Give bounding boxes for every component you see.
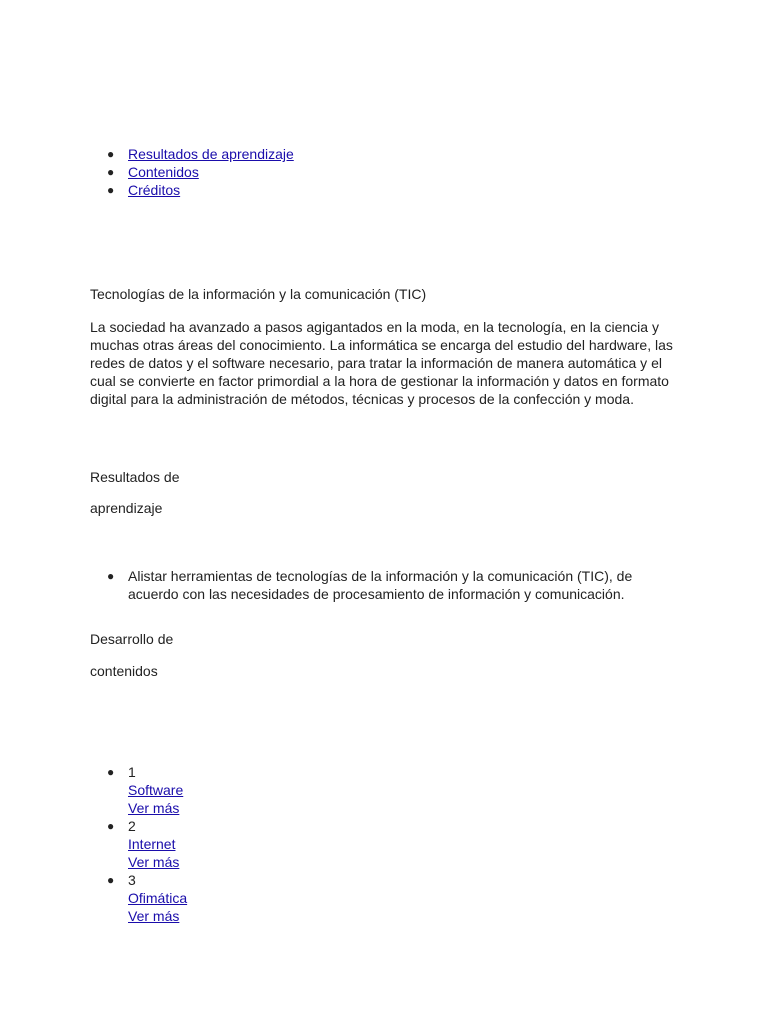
page-title: Tecnologías de la información y la comunicación (TIC) bbox=[90, 286, 427, 302]
contents-item-number: 1 bbox=[128, 764, 136, 780]
bullet-icon: ● bbox=[107, 819, 115, 833]
nav-link-creditos[interactable]: Créditos bbox=[128, 182, 181, 198]
results-item-line: acuerdo con las necesidades de procesamiento de información y comunicación. bbox=[128, 586, 625, 602]
bullet-icon: ● bbox=[107, 765, 115, 779]
contents-item bbox=[107, 871, 188, 925]
contents-heading-line1: Desarrollo de bbox=[90, 631, 174, 647]
intro-line: La sociedad ha avanzado a pasos agigantados en la moda, en la tecnología, en la ciencia y bbox=[90, 319, 659, 335]
contents-item-title-link[interactable]: Software bbox=[128, 782, 184, 798]
results-heading-line2: aprendizaje bbox=[90, 500, 163, 516]
intro-line: digital para la administración de métodos, técnicas y procesos de la confección y moda. bbox=[90, 391, 634, 407]
nav-link-contenidos[interactable]: Contenidos bbox=[128, 164, 199, 180]
results-item-line: Alistar herramientas de tecnologías de la información y la comunicación (TIC), de bbox=[128, 568, 633, 584]
bullet-icon: ● bbox=[107, 147, 115, 161]
contents-list bbox=[107, 763, 188, 925]
nav-item-creditos bbox=[107, 181, 294, 199]
nav-link-resultados[interactable]: Resultados de aprendizaje bbox=[128, 146, 294, 162]
intro-line: muchas otras áreas del conocimiento. La informática se encarga del estudio del hardware, las bbox=[90, 337, 673, 353]
ver-mas-link[interactable]: Ver más bbox=[128, 908, 180, 924]
nav-item-resultados bbox=[107, 145, 294, 163]
ver-mas-link[interactable]: Ver más bbox=[128, 854, 180, 870]
results-list bbox=[107, 567, 633, 603]
contents-item-number: 2 bbox=[128, 818, 136, 834]
ver-mas-link[interactable]: Ver más bbox=[128, 800, 180, 816]
contents-item-number: 3 bbox=[128, 872, 136, 888]
top-nav-list bbox=[107, 145, 294, 199]
intro-line: cual se convierte en factor primordial a la hora de gestionar la información y datos en formato bbox=[90, 373, 669, 389]
intro-paragraph bbox=[90, 318, 690, 408]
nav-item-contenidos bbox=[107, 163, 294, 181]
contents-item-title-link[interactable]: Internet bbox=[128, 836, 176, 852]
results-heading-line1: Resultados de bbox=[90, 469, 180, 485]
contents-heading-line2: contenidos bbox=[90, 663, 158, 679]
results-item bbox=[107, 567, 633, 603]
contents-item bbox=[107, 817, 187, 871]
bullet-icon: ● bbox=[107, 569, 115, 583]
bullet-icon: ● bbox=[107, 873, 115, 887]
bullet-icon: ● bbox=[107, 183, 115, 197]
bullet-icon: ● bbox=[107, 165, 115, 179]
contents-item-title-link[interactable]: Ofimática bbox=[128, 890, 188, 906]
intro-line: redes de datos y el software necesario, para tratar la información de manera automática y el bbox=[90, 355, 662, 371]
contents-item bbox=[107, 763, 187, 817]
